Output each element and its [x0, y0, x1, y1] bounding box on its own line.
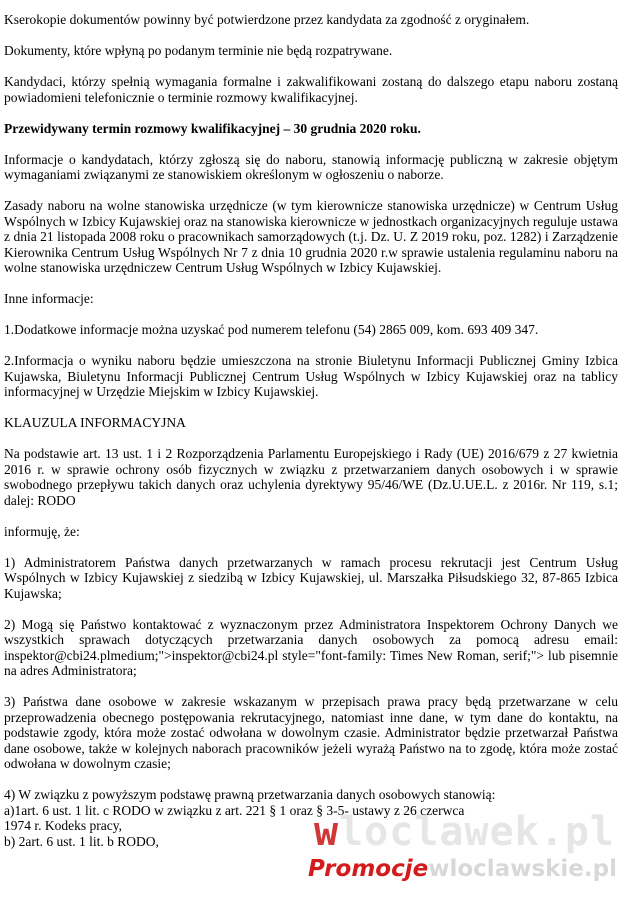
paragraph-recruitment-rules: Zasady naboru na wolne stanowiska urzędnicze (w tym kierownicze stanowiska urzędnicze) w Centrum Usług Wspólnych w Izbicy Kujawskiej oraz na stanowiska kierownicze w jednostkach organizacyjnych reguluje ustawa z dnia 21 listopada 2008 roku o pracownikach samorządowych (t.j. Dz. U. Z 2019 roku, poz. 1282) i Zarządzenie Kierownika Centrum Usług Wspólnych Nr 7 z dnia 10 grudnia 2020 r.w sprawie ustalenia regulaminu naboru na wolne stanowiska urzędniczew Centrum Usług Wspólnych w Izbicy Kujawskiej. — [4, 198, 618, 275]
paragraph-copies-certified: Kserokopie dokumentów powinny być potwierdzone przez kandydata za zgodność z oryginałem. — [4, 12, 530, 27]
paragraph-administrator: 1) Administratorem Państwa danych przetwarzanych w ramach procesu rekrutacji jest Centrum Usług Wspólnych w Izbicy Kujawskiej z siedzibą w Izbicy Kujawskiej, ul. Marszałka Piłsudskiego 32, 87-865 Izbica Kujawska; — [4, 554, 618, 601]
interview-date-heading: Przewidywany termin rozmowy kwalifikacyjnej – 30 grudnia 2020 roku. — [4, 120, 421, 136]
paragraph-public-information: Informacje o kandydatach, którzy zgłoszą się do naboru, stanowią informację publiczną w zakresie objętym wymaganiami związanymi ze stanowiskiem określonym w ogłoszeniu o naborze. — [4, 151, 618, 182]
paragraph-candidates-notified: Kandydaci, którzy spełnią wymagania formalne i zakwalifikowani zostaną do dalszego etapu naboru zostaną powiadomieni telefonicznie o terminie rozmowy kwalifikacyjnej. — [4, 74, 618, 105]
watermark-line1-rest: loclawek.pl — [339, 809, 615, 855]
information-clause-heading: KLAUZULA INFORMACYJNA — [4, 415, 186, 430]
paragraph-inform-that: informuję, że: — [4, 523, 80, 539]
paragraph-rodo-basis: Na podstawie art. 13 ust. 1 i 2 Rozporządzenia Parlamentu Europejskiego i Rady (UE) 2016/679 z 27 kwietnia 2016 r. w sprawie ochrony osób fizycznych w związku z przetwarzaniem danych osobowych i w sprawie swobodnego przepływu takich danych oraz uchylenia dyrektywy 95/46/WE (Dz.U.UE.L. z 2016r. Nr 119, s.1; dalej: RODO — [4, 446, 618, 508]
paragraph-processing-purpose: 3) Państwa dane osobowe w zakresie wskazanym w przepisach prawa pracy będą przetwarzane w celu przeprowadzenia obecnego postępowania rekrutacyjnego, natomiast inne dane, w tym dane do kontaktu, na podstawie zgody, która może zostać odwołana w dowolnym czasie. Administrator będzie przetwarzał Państwa dane osobowe, także w kolejnych naborach pracowników jeżeli wyrażą Państwo na to zgodę, która może zostać odwołana w dowolnym czasie; — [4, 694, 618, 771]
list-line-a: a)1art. 6 ust. 1 lit. c RODO w związku z art. 221 § 1 oraz § 3-5- ustawy z 26 czerwca — [4, 802, 465, 818]
paragraph-data-protection-officer: 2) Mogą się Państwo kontaktować z wyznaczonym przez Administratora Inspektorem Ochrony Danych we wszystkich sprawach dotyczących przetwarzania danych osobowych za pomocą adresu email: inspektor@cbi24.plmedium;">inspektor@cbi24.pl style="font-family: Times New Roman, serif;"> lub pisemnie na adres Administratora; — [4, 616, 618, 678]
paragraph-late-documents: Dokumenty, które wpłyną po podanym terminie nie będą rozpatrywane. — [4, 43, 393, 58]
paragraph-results-publication: 2.Informacja o wyniku naboru będzie umieszczona na stronie Biuletynu Informacji Publicznej Gminy Izbica Kujawska, Biuletynu Informacji Publicznej Centrum Usług Wspólnych w Izbicy Kujawskiej oraz na tablicy informacyjnej w Urzędzie Miejskim w Izbicy Kujawskiej. — [4, 353, 618, 399]
watermark-promo-word: Promocje — [308, 856, 429, 882]
other-information-label: Inne informacje: — [4, 291, 94, 306]
watermark-promocje-text — [308, 854, 617, 884]
list-line-a-cont: 1974 r. Kodeks pracy, — [4, 818, 122, 833]
document-body — [4, 12, 618, 849]
paragraph-contact-phone: 1.Dodatkowe informacje można uzyskać pod numerem telefonu (54) 2865 009, kom. 693 409 347. — [4, 322, 539, 337]
list-line-b: b) 2art. 6 ust. 1 lit. b RODO, — [4, 833, 159, 849]
watermark-red-letter: w — [314, 809, 340, 855]
list-line-legal-basis: 4) W związku z powyższym podstawę prawną przetwarzania danych osobowych stanowią: — [4, 787, 496, 802]
watermark-line2-rest: wloclawskie.pl — [428, 856, 617, 882]
